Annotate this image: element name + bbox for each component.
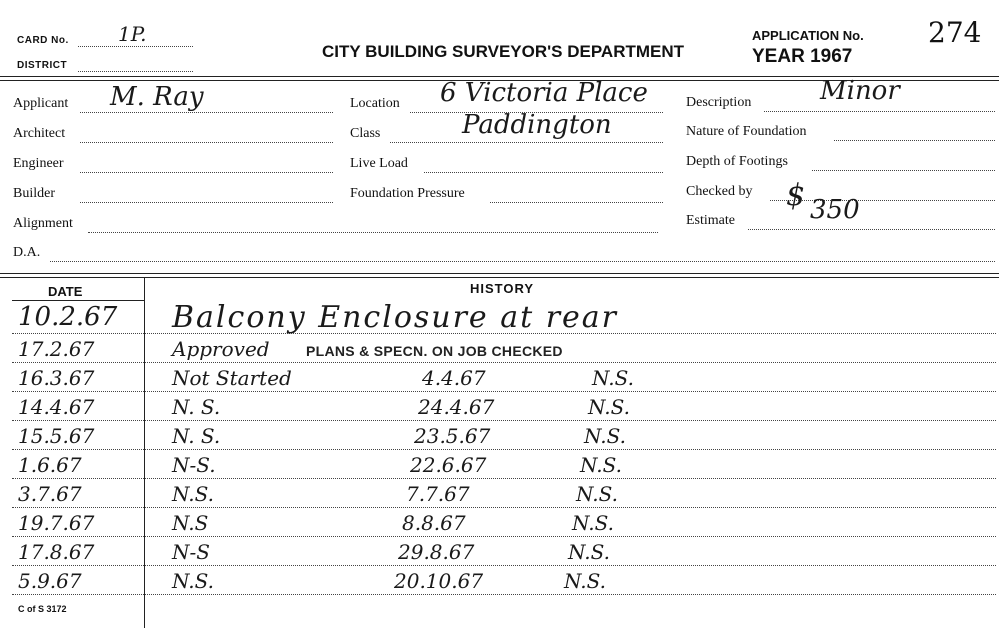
history-row-date: 15.5.67 <box>18 424 95 448</box>
engineer-label: Engineer <box>13 156 64 171</box>
history-row-status2: N.S. <box>592 366 634 390</box>
checked-by-value: $ <box>786 178 806 213</box>
applicant-label: Applicant <box>13 96 69 111</box>
history-row-date: 1.6.67 <box>18 453 82 477</box>
year-label: YEAR 1967 <box>752 46 853 67</box>
estimate-value: 350 <box>810 195 860 225</box>
history-row-date: 17.8.67 <box>18 540 95 564</box>
history-row-entry: Not Started <box>172 366 292 390</box>
history-row-status2: N.S. <box>588 395 630 419</box>
builder-label: Builder <box>13 186 55 201</box>
history-row-status2: N.S. <box>576 482 618 506</box>
history-row-entry: N-S. <box>172 453 216 477</box>
card-no-value: 1P. <box>118 22 147 46</box>
description-value: Minor <box>820 76 900 106</box>
history-row-date2: 4.4.67 <box>422 366 486 390</box>
nature-of-foundation-label: Nature of Foundation <box>686 124 807 139</box>
class-value: Paddington <box>462 110 612 140</box>
history-row-status2: N.S. <box>580 453 622 477</box>
history-row-date2: 29.8.67 <box>398 540 475 564</box>
history-row-entry: Approved <box>172 337 270 361</box>
application-label: APPLICATION No. <box>752 28 864 43</box>
history-row-entry: N. S. <box>172 424 221 448</box>
foundation-pressure-label: Foundation Pressure <box>350 186 465 201</box>
applicant-value: M. Ray <box>110 82 204 112</box>
history-row-line <box>12 420 996 421</box>
history-row-date: 14.4.67 <box>18 395 95 419</box>
history-row-date: 19.7.67 <box>18 511 95 535</box>
description-label: Description <box>686 95 752 110</box>
column-divider <box>144 278 145 628</box>
history-row-status2: N.S. <box>568 540 610 564</box>
history-row-status2: N.S. <box>584 424 626 448</box>
history-row-entry: N.S <box>172 511 209 535</box>
history-row-line <box>12 478 996 479</box>
alignment-label: Alignment <box>13 216 73 231</box>
history-row-entry: N.S. <box>172 569 214 593</box>
history-row-date: 5.9.67 <box>18 569 82 593</box>
history-row-status2: N.S. <box>572 511 614 535</box>
history-row-entry: Balcony Enclosure at rear <box>172 300 619 335</box>
history-row-entry: N.S. <box>172 482 214 506</box>
architect-label: Architect <box>13 126 66 141</box>
history-row-entry: N. S. <box>172 395 221 419</box>
history-row-date: 17.2.67 <box>18 337 95 361</box>
history-row-date2: 23.5.67 <box>414 424 491 448</box>
card-no-label: CARD No. <box>17 35 69 46</box>
location-label: Location <box>350 96 400 111</box>
history-row-line <box>12 565 996 566</box>
history-row-line <box>12 507 996 508</box>
estimate-label: Estimate <box>686 213 735 228</box>
da-label: D.A. <box>13 245 41 260</box>
history-row-date: 3.7.67 <box>18 482 82 506</box>
history-row-date2: 20.10.67 <box>394 569 484 593</box>
location-value: 6 Victoria Place <box>440 78 648 108</box>
history-column-header: HISTORY <box>470 281 535 296</box>
history-row-line <box>12 362 996 363</box>
depth-of-footings-label: Depth of Footings <box>686 154 788 169</box>
history-row-line <box>12 594 996 595</box>
history-row-date2: 7.7.67 <box>406 482 470 506</box>
history-row-line <box>12 536 996 537</box>
history-row-date: 16.3.67 <box>18 366 95 390</box>
department-title: CITY BUILDING SURVEYOR'S DEPARTMENT <box>322 42 685 61</box>
history-row-status2: N.S. <box>564 569 606 593</box>
form-number: C of S 3172 <box>18 604 67 614</box>
history-row-date2: 8.8.67 <box>402 511 466 535</box>
history-row-line <box>12 449 996 450</box>
date-column-header: DATE <box>48 284 83 299</box>
checked-by-label: Checked by <box>686 184 753 199</box>
class-label: Class <box>350 126 381 141</box>
history-row-date2: 22.6.67 <box>410 453 487 477</box>
history-row-date: 10.2.67 <box>18 302 118 332</box>
district-label: DISTRICT <box>17 60 68 71</box>
approval-stamp: PLANS & SPECN. ON JOB CHECKED <box>306 343 563 359</box>
live-load-label: Live Load <box>350 156 408 171</box>
history-row-date2: 24.4.67 <box>418 395 495 419</box>
history-row-line <box>12 391 996 392</box>
history-row-entry: N-S <box>172 540 210 564</box>
application-number: 274 <box>928 16 982 49</box>
